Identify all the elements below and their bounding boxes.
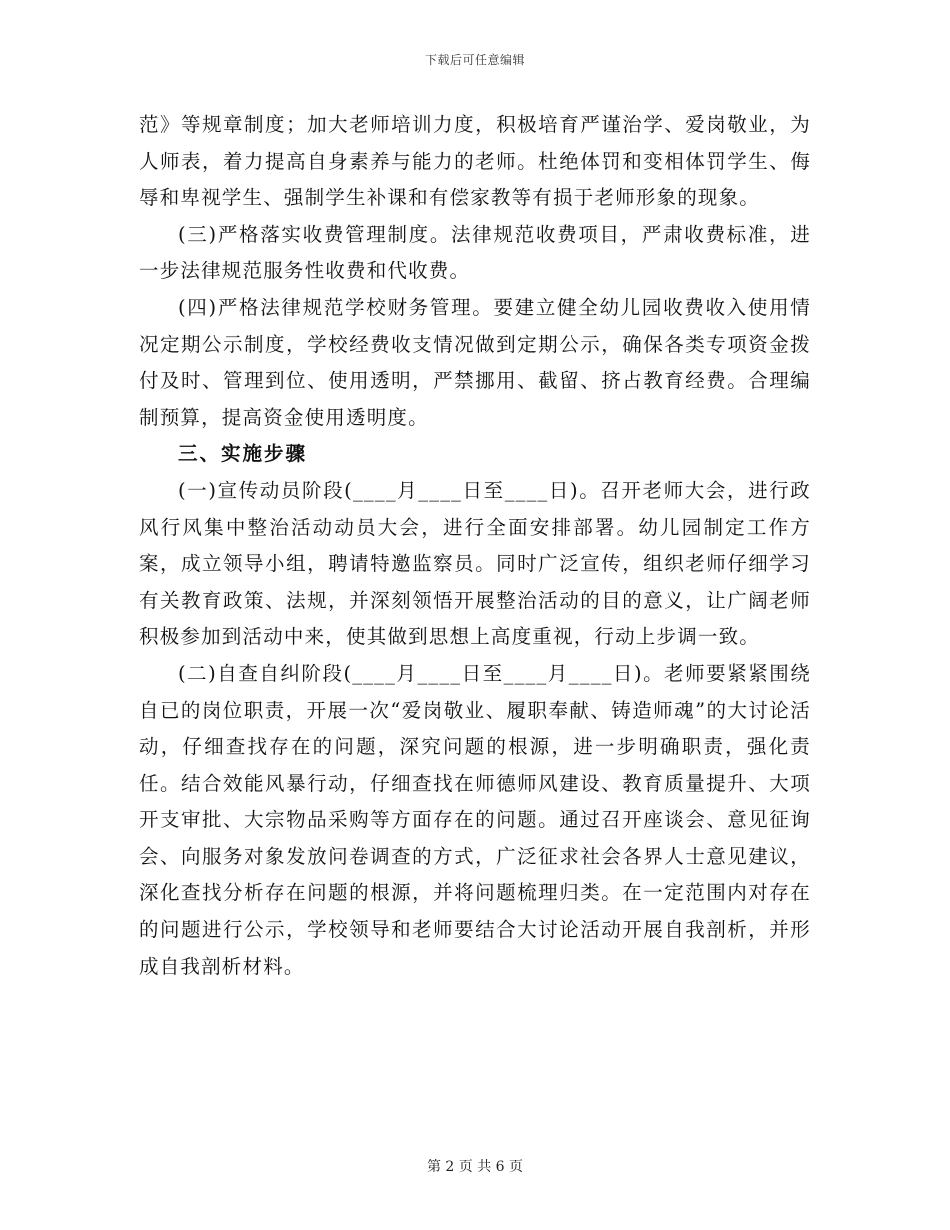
paragraph-stage-self-inspection: (二)自查自纠阶段(____月____日至____月____日)。老师要紧紧围绕自已的岗位职责，开展一次“爱岗敬业、履职奉献、铸造师魂”的大讨论活动，仔细查找存在的问题，深究问题的根源，进一步明确职责，强化责任。结合效能风暴行动，仔细查找在师德师风建设、教育质量提升、大项开支审批、大宗物品采购等方面存在的问题。通过召开座谈会、意见征询会、向服务对象发放问卷调查的方式，广泛征求社会各界人士意见建议，深化查找分析存在问题的根源，并将问题梳理归类。在一定范围内对存在的问题进行公示，学校领导和老师要结合大讨论活动开展自我剖析，并形成自我剖析材料。 [139,661,811,978]
paragraph-fee-management: (三)严格落实收费管理制度。法律规范收费项目，严肃收费标准，进一步法律规范服务性收费和代收费。 [139,222,811,283]
paragraph-continued: 范》等规章制度；加大老师培训力度，积极培育严谨治学、爱岗敬业，为人师表，着力提高自身素养与能力的老师。杜绝体罚和变相体罚学生、侮辱和卑视学生、强制学生补课和有偿家教等有损于老师形象的现象。 [139,113,811,210]
page-footer: 第 2 页 共 6 页 [426,1159,524,1175]
paragraph-stage-publicity: (一)宣传动员阶段(____月____日至____日)。召开老师大会，进行政风行风集中整治活动动员大会，进行全面安排部署。幼儿园制定工作方案，成立领导小组，聘请特邀监察员。同时广泛宣传，组织老师仔细学习有关教育政策、法规，并深刻领悟开展整治活动的目的意义，让广阔老师积极参加到活动中来，使其做到思想上高度重视，行动上步调一致。 [139,478,811,649]
paragraph-finance-management: (四)严格法律规范学校财务管理。要建立健全幼儿园收费收入使用情况定期公示制度，学校经费收支情况做到定期公示，确保各类专项资金拨付及时、管理到位、使用透明，严禁挪用、截留、挤占教育经费。合理编制预算，提高资金使用透明度。 [139,295,811,429]
section-heading-steps: 三、实施步骤 [178,442,308,466]
document-body [139,107,811,985]
page-header: 下载后可任意编辑 [424,53,525,67]
